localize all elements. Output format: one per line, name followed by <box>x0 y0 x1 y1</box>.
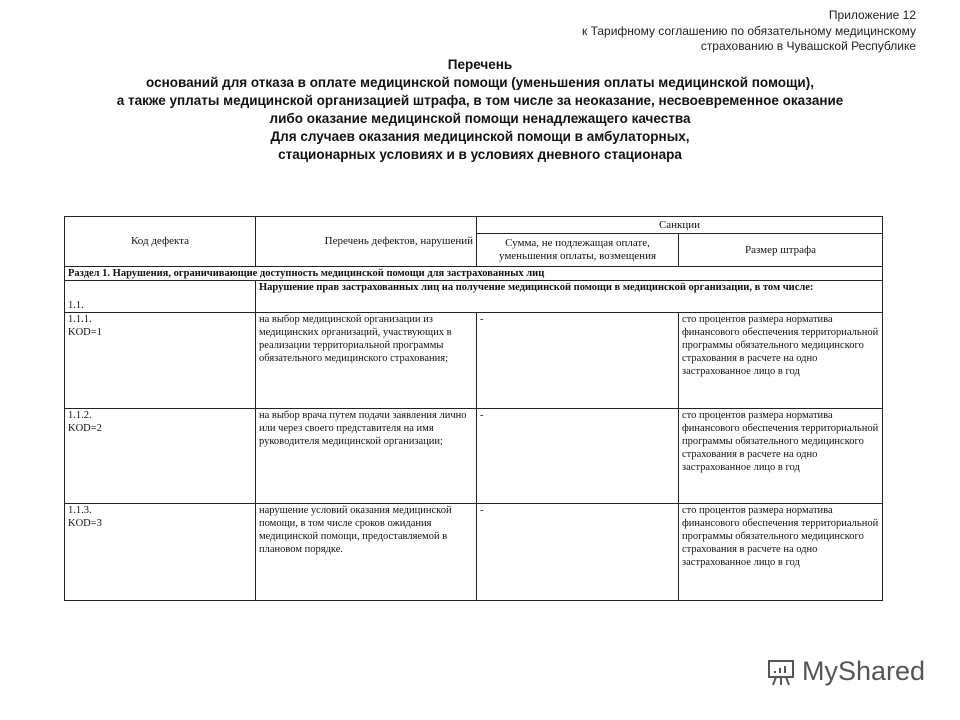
presentation-icon <box>766 657 796 687</box>
document-title <box>0 56 960 164</box>
table-row <box>65 504 883 601</box>
title-line: оснований для отказа в оплате медицинской помощи (уменьшения оплаты медицинской помощи), <box>146 75 814 90</box>
row-sum: - <box>477 409 679 504</box>
section-row: Раздел 1. Нарушения, ограничивающие доступность медицинской помощи для застрахованных лиц <box>65 267 883 281</box>
row-text: на выбор медицинской организации из медицинских организаций, участвующих в реализации территориальной программы обязательного медицинского страхования; <box>256 313 477 409</box>
table-row <box>65 409 883 504</box>
row-text: на выбор врача путем подачи заявления лично или через своего представителя на имя руководителя медицинской организации; <box>256 409 477 504</box>
code: 1.1.2. <box>68 410 92 421</box>
title-line: Перечень <box>447 57 513 72</box>
title-line: стационарных условиях и в условиях дневного стационара <box>278 147 682 162</box>
row-fine: сто процентов размера норматива финансового обеспечения территориальной программы обязательного медицинского страхования в расчете на одно застрахованное лицо в год <box>679 409 883 504</box>
table-row <box>65 313 883 409</box>
row-fine: сто процентов размера норматива финансового обеспечения территориальной программы обязательного медицинского страхования в расчете на одно застрахованное лицо в год <box>679 504 883 601</box>
group-code-text: 1.1. <box>68 300 84 311</box>
row-fine: сто процентов размера норматива финансового обеспечения территориальной программы обязательного медицинского страхования в расчете на одно застрахованное лицо в год <box>679 313 883 409</box>
kod: KOD=1 <box>68 327 102 338</box>
watermark-text: MyShared <box>802 656 926 686</box>
row-sum: - <box>477 504 679 601</box>
code: 1.1.1. <box>68 314 92 325</box>
defects-table <box>64 216 883 601</box>
appendix-line: страхованию в Чувашской Республике <box>700 39 916 53</box>
kod: KOD=2 <box>68 423 102 434</box>
header-list: Перечень дефектов, нарушений <box>256 217 477 267</box>
row-code <box>65 313 256 409</box>
title-line: либо оказание медицинской помощи ненадлежащего качества <box>269 111 691 126</box>
code: 1.1.3. <box>68 505 92 516</box>
title-line: Для случаев оказания медицинской помощи в амбулаторных, <box>270 129 690 144</box>
group-text: Нарушение прав застрахованных лиц на получение медицинской помощи в медицинской организации, в том числе: <box>256 281 883 313</box>
appendix-line: Приложение 12 <box>828 8 916 22</box>
row-text: нарушение условий оказания медицинской помощи, в том числе сроков ожидания медицинской помощи, предоставляемой в плановом порядке. <box>256 504 477 601</box>
header-code: Код дефекта <box>65 217 256 267</box>
title-line: а также уплаты медицинской организацией штрафа, в том числе за неоказание, несвоевременное оказание <box>116 93 844 108</box>
appendix-line: к Тарифному соглашению по обязательному медицинскому <box>581 23 916 38</box>
row-sum: - <box>477 313 679 409</box>
row-code <box>65 504 256 601</box>
group-code <box>65 281 256 313</box>
kod: KOD=3 <box>68 518 102 529</box>
header-sum: Сумма, не подлежащая оплате, уменьшения оплаты, возмещения <box>477 234 679 267</box>
watermark-logo <box>766 656 925 687</box>
header-sanctions: Санкции <box>477 217 883 234</box>
appendix-note <box>582 8 916 55</box>
header-fine: Размер штрафа <box>679 234 883 267</box>
row-code <box>65 409 256 504</box>
